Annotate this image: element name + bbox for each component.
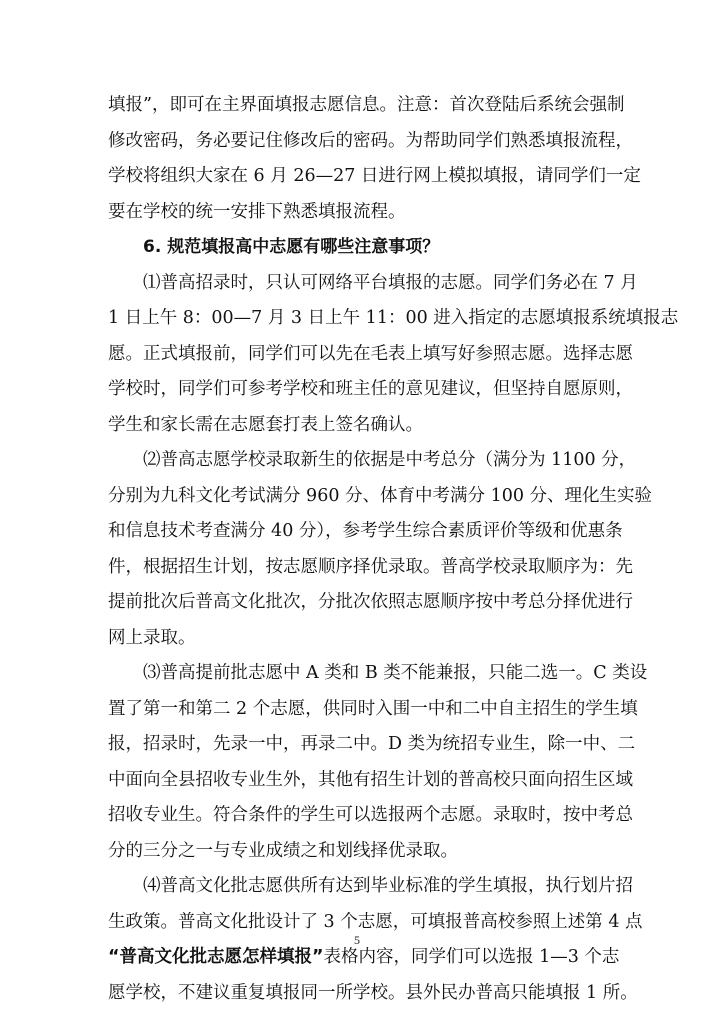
paragraph-2-line: 提前批次后普高文化批次，分批次依照志愿顺序按中考总分择优进行 (108, 585, 608, 621)
text-line: 学校将组织大家在 6 月 26—27 日进行网上模拟填报，请同学们一定 (108, 159, 608, 195)
paragraph-3-line: 中面向全县招收专业生外，其他有招生计划的普高校只面向招生区域 (108, 763, 608, 799)
paragraph-2-line: ⑵普高志愿学校录取新生的依据是中考总分（满分为 1100 分， (108, 443, 608, 479)
paragraph-2-line: 件，根据招生计划，按志愿顺序择优录取。普高学校录取顺序为：先 (108, 550, 608, 586)
paragraph-1-line: ⑴普高招录时，只认可网络平台填报的志愿。同学们务必在 7 月 (108, 266, 608, 302)
paragraph-3-line: ⑶普高提前批志愿中 A 类和 B 类不能兼报，只能二选一。C 类设 (108, 656, 608, 692)
paragraph-1-line: 学校时，同学们可参考学校和班主任的意见建议，但坚持自愿原则， (108, 372, 608, 408)
text-line: 修改密码，务必要记住修改后的密码。为帮助同学们熟悉填报流程， (108, 124, 608, 160)
quote-continuation: 表格内容，同学们可以选报 1—3 个志 (324, 947, 620, 967)
paragraph-4-line: 生政策。普高文化批设计了 3 个志愿，可填报普高校参照上述第 4 点 (108, 905, 608, 941)
paragraph-3-line: 置了第一和第二 2 个志愿，供同时入围一中和二中自主招生的学生填 (108, 692, 608, 728)
paragraph-1-line: 愿。正式填报前，同学们可以先在毛表上填写好参照志愿。选择志愿 (108, 337, 608, 373)
page-number: 5 (0, 933, 714, 948)
section-heading: 6. 规范填报高中志愿有哪些注意事项？ (108, 230, 608, 266)
paragraph-2-line: 和信息技术考查满分 40 分），参考学生综合素质评价等级和优惠条 (108, 514, 608, 550)
text-line: 填报”，即可在主界面填报志愿信息。注意：首次登陆后系统会强制 (108, 88, 608, 124)
quoted-section-title: “普高文化批志愿怎样填报” (108, 947, 324, 967)
paragraph-3-line: 分的三分之一与专业成绩之和划线择优录取。 (108, 834, 608, 870)
paragraph-2-line: 网上录取。 (108, 621, 608, 657)
text-line: 要在学校的统一安排下熟悉填报流程。 (108, 195, 608, 231)
paragraph-1-line: 学生和家长需在志愿套打表上签名确认。 (108, 408, 608, 444)
paragraph-3-line: 招收专业生。符合条件的学生可以选报两个志愿。录取时，按中考总 (108, 798, 608, 834)
paragraph-3-line: 报，招录时，先录一中，再录二中。D 类为统招专业生，除一中、二 (108, 727, 608, 763)
paragraph-4-line: ⑷普高文化批志愿供所有达到毕业标准的学生填报，执行划片招 (108, 869, 608, 905)
document-body (108, 88, 608, 1011)
paragraph-4-line: 愿学校，不建议重复填报同一所学校。县外民办普高只能填报 1 所。 (108, 976, 608, 1011)
paragraph-1-line: 1 日上午 8：00—7 月 3 日上午 11：00 进入指定的志愿填报系统填报志 (108, 301, 608, 337)
paragraph-2-line: 分别为九科文化考试满分 960 分、体育中考满分 100 分、理化生实验 (108, 479, 608, 515)
